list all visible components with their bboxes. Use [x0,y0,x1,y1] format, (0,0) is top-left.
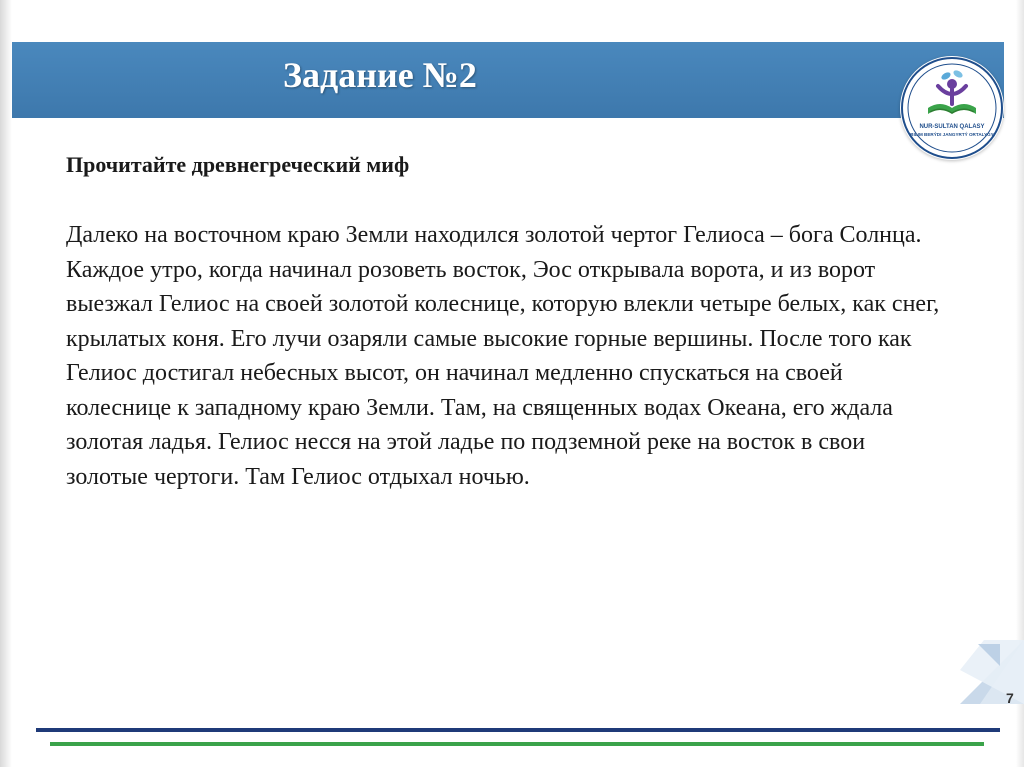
slide-title: Задание №2 [283,55,477,95]
title-banner [12,42,1004,118]
myth-paragraph: Далеко на восточном краю Земли находился золотой чертог Гелиоса – бога Солнца. Каждое утро, когда начинал розоветь восток, Эос открывала ворота, и из ворот выезжал Гелиос на своей золотой колеснице, которую влекли четыре белых, как снег, крылатых коня. Его лучи озаряли самые высокие горные вершины. После того как Гелиос достигал небесных высот, он начинал медленно спускаться на своей колеснице к западному краю Земли. Там, на священных водах Океана, его ждала золотая ладья. Гелиос несся на этой ладье по подземной реке на восток в свои золотые чертоги. Там Гелиос отдыхал ночью. [66,222,940,490]
school-logo-icon [900,56,1004,160]
footer-rule-blue [36,728,1000,732]
logo-line-1: NUR-SULTAN QALASY [919,124,985,130]
task-heading: Прочитайте древнегреческий миф [66,152,410,177]
page-number: 7 [1006,690,1014,706]
page-corner-icon [960,640,1024,704]
left-edge-shade [0,0,12,767]
logo-line-2: BILIM BERÝDI JANGYRTÝ ORTALYǴY [910,132,994,137]
footer-rule-green [50,742,984,746]
